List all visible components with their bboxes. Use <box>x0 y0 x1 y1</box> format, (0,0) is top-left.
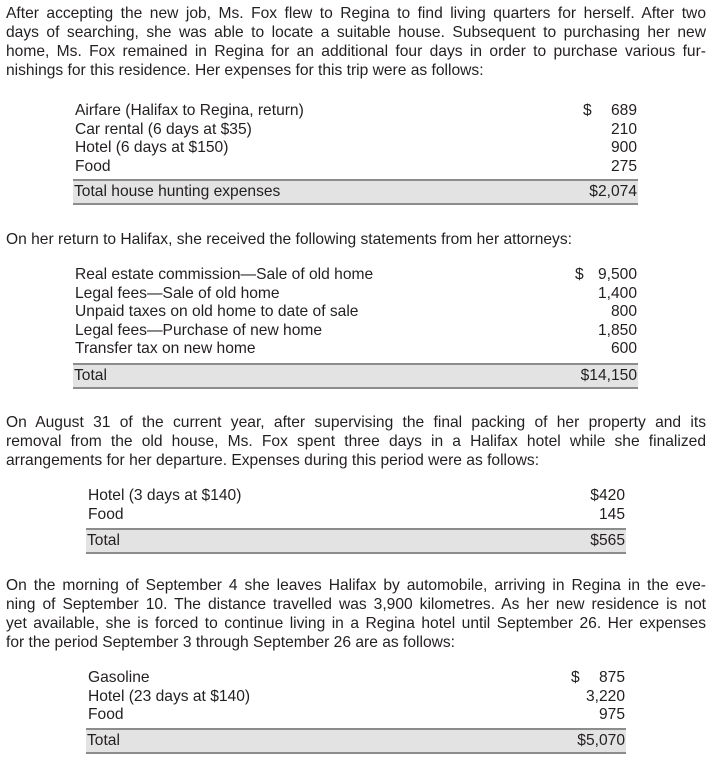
expense-label: Hotel (3 days at $140) <box>88 487 242 504</box>
total-amount: $2,074 <box>589 183 637 200</box>
table-row <box>75 303 637 322</box>
expense-label: Hotel (6 days at $150) <box>75 139 229 156</box>
expense-amount-cell <box>575 266 637 285</box>
text-line: days of searching, she was able to locate a suitable house. Subsequent to purchasing her new <box>6 24 706 41</box>
table-row <box>75 139 637 158</box>
expense-label: Hotel (23 days at $140) <box>88 687 251 705</box>
text-line: On her return to Halifax, she received the following statements from her attorneys: <box>6 231 572 248</box>
total-amount: $14,150 <box>580 367 637 384</box>
expense-amount: 210 <box>610 120 637 138</box>
text-line: for the period September 3 through September 26 are as follows: <box>6 634 456 651</box>
total-label: Total <box>87 532 120 549</box>
house-hunting-expenses-table <box>75 102 637 176</box>
expense-amount: 1,400 <box>597 284 637 302</box>
expense-amount: 875 <box>598 669 625 686</box>
attorney-statements-table <box>75 266 637 359</box>
text-line: ning of September 10. The distance travelled was 3,900 kilometres. As her new residence is not <box>6 596 706 613</box>
total-amount: $5,070 <box>577 732 625 749</box>
table-row <box>75 322 637 341</box>
expense-amount: 1,850 <box>597 321 637 339</box>
expense-amount: 900 <box>610 139 637 156</box>
expense-label: Food <box>88 505 124 523</box>
expense-amount: 600 <box>610 340 637 357</box>
expense-label: Food <box>75 157 111 175</box>
attorney-total-row <box>73 363 638 389</box>
table-row <box>88 669 625 688</box>
paragraph-halifax-hotel <box>6 413 706 470</box>
text-line: On the morning of September 4 she leaves Halifax by automobile, arriving in Regina in the eve- <box>6 577 706 594</box>
expense-label: Legal fees—Sale of old home <box>75 284 280 302</box>
expense-amount: 145 <box>598 505 625 523</box>
total-label: Total house hunting expenses <box>74 183 281 200</box>
text-line: removal from the old house, Ms. Fox spent three days in a Halifax hotel while she finalized <box>6 433 706 450</box>
expense-amount: 9,500 <box>597 266 637 283</box>
total-label: Total <box>87 732 120 749</box>
paragraph-attorney-statements <box>6 230 706 249</box>
expense-amount-cell <box>571 669 625 688</box>
expense-amount: 975 <box>598 706 625 723</box>
expense-amount: $420 <box>590 487 625 504</box>
table-row <box>75 266 637 285</box>
trip-total-row <box>86 728 626 754</box>
table-row <box>88 706 625 725</box>
currency-symbol: $ <box>575 266 584 283</box>
text-line: arrangements for her departure. Expenses during this period were as follows: <box>6 452 540 469</box>
text-line: On August 31 of the current year, after supervising the final packing of her property and its <box>6 414 706 431</box>
text-line: home, Ms. Fox remained in Regina for an additional four days in order to purchase various fur- <box>6 43 706 60</box>
currency-symbol: $ <box>571 669 580 686</box>
text-line: nishings for this residence. Her expenses for this trip were as follows: <box>6 62 484 79</box>
currency-symbol: $ <box>583 102 592 119</box>
table-row <box>75 158 637 177</box>
table-row <box>75 285 637 304</box>
total-amount: $565 <box>590 532 625 549</box>
table-row <box>88 506 625 525</box>
expense-label: Real estate commission—Sale of old home <box>75 266 374 283</box>
expense-label: Unpaid taxes on old home to date of sale <box>75 303 359 320</box>
paragraph-trip-to-regina <box>6 576 706 652</box>
text-line: yet available, she is forced to continue living in a Regina hotel until September 26. Her expenses <box>6 615 706 632</box>
house-hunting-total-row <box>73 179 638 205</box>
text-line: After accepting the new job, Ms. Fox flew to Regina to find living quarters for herself. After two <box>6 5 706 22</box>
expense-amount: 3,220 <box>585 687 625 705</box>
expense-label: Gasoline <box>88 669 150 686</box>
expense-amount-cell <box>583 102 637 121</box>
expense-amount: 689 <box>610 102 637 119</box>
expense-label: Transfer tax on new home <box>75 340 256 357</box>
table-row <box>88 487 625 506</box>
table-row <box>88 688 625 707</box>
expense-amount: 800 <box>610 303 637 320</box>
table-row <box>75 121 637 140</box>
expense-label: Food <box>88 706 124 723</box>
trip-expenses-table <box>88 669 625 725</box>
paragraph-house-hunting-intro <box>6 4 706 80</box>
halifax-hotel-total-row <box>86 528 626 554</box>
halifax-hotel-expenses-table <box>88 487 625 524</box>
total-label: Total <box>74 367 107 384</box>
expense-amount: 275 <box>610 157 637 175</box>
table-row <box>75 102 637 121</box>
expense-label: Car rental (6 days at $35) <box>75 120 252 138</box>
table-row <box>75 340 637 359</box>
expense-label: Airfare (Halifax to Regina, return) <box>75 102 304 119</box>
expense-label: Legal fees—Purchase of new home <box>75 321 323 339</box>
